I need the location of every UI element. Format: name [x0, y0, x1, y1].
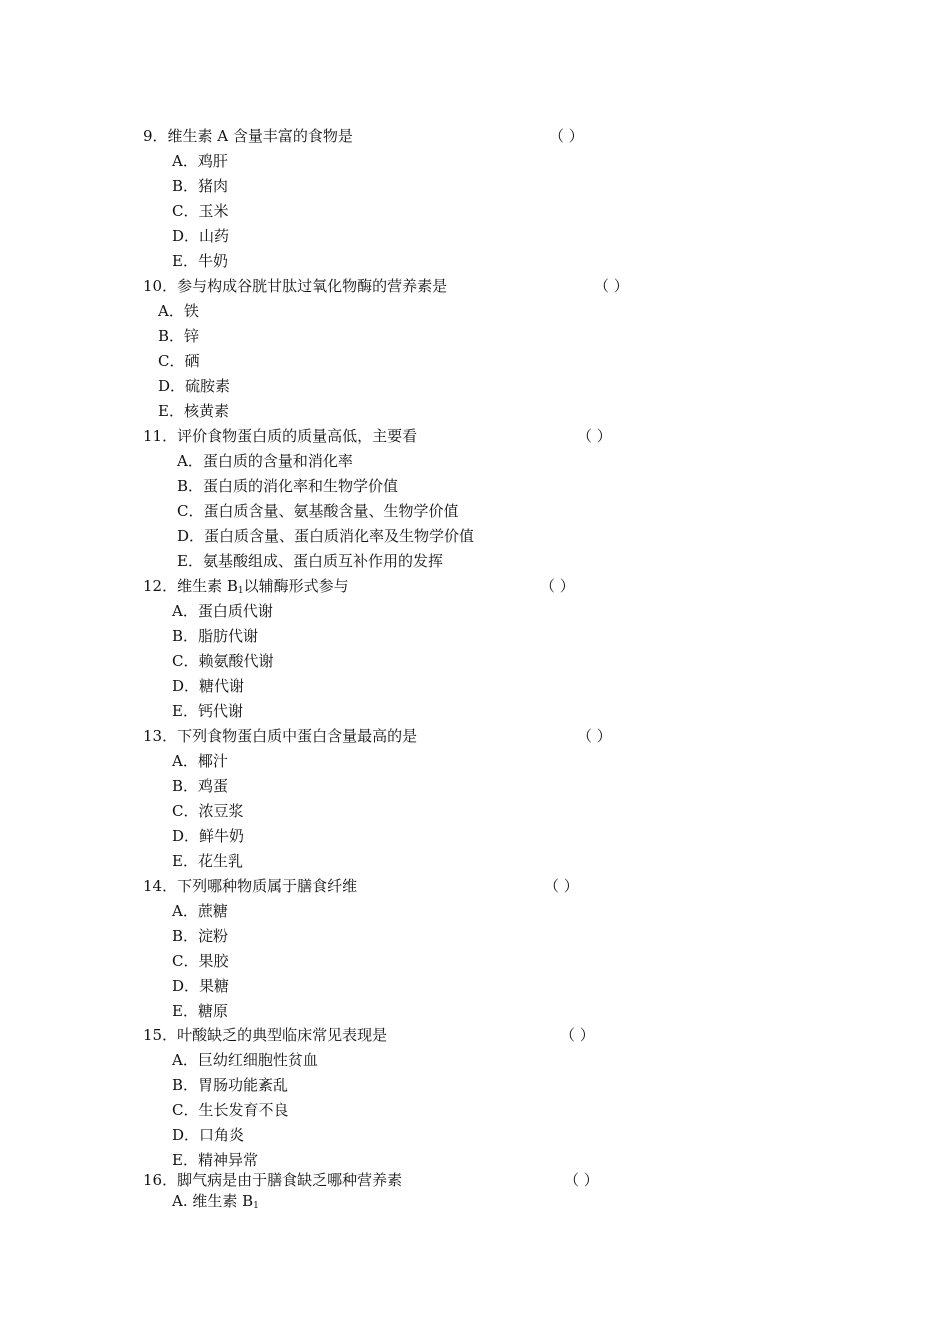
- q9-option-b: B．猪肉: [172, 177, 229, 195]
- q12-option-a: A．蛋白质代谢: [172, 602, 273, 620]
- answer-blank-11[interactable]: （ ）: [577, 427, 612, 445]
- q11-option-c: C．蛋白质含量、氨基酸含量、生物学价值: [177, 502, 459, 520]
- q16-option-a: [172, 1191, 259, 1216]
- q12-option-b: B．脂肪代谢: [172, 627, 259, 645]
- question-11-stem: 11．评价食物蛋白质的质量高低，主要看: [143, 427, 418, 445]
- q11-option-a: A．蛋白质的含量和消化率: [177, 452, 353, 470]
- answer-blank-15[interactable]: （ ）: [560, 1026, 595, 1044]
- q15-option-c: C．生长发育不良: [172, 1101, 289, 1119]
- question-12-stem: [143, 576, 349, 601]
- q13-option-b: B．鸡蛋: [172, 777, 229, 795]
- answer-blank-16[interactable]: （ ）: [564, 1171, 599, 1189]
- q10-option-e: E．核黄素: [158, 402, 229, 420]
- q13-option-e: E．花生乳: [172, 852, 243, 870]
- q11-option-e: E．氨基酸组成、蛋白质互补作用的发挥: [177, 552, 443, 570]
- q12-stem-subscript: 1: [237, 586, 244, 596]
- answer-blank-12[interactable]: （ ）: [540, 577, 575, 595]
- answer-blank-10[interactable]: （ ）: [594, 277, 629, 295]
- q13-option-a: A．椰汁: [172, 752, 228, 770]
- q16-option-a-pre: A. 维生素 B: [172, 1192, 254, 1210]
- question-10-stem: 10．参与构成谷胱甘肽过氧化物酶的营养素是: [143, 277, 448, 295]
- q15-option-d: D．口角炎: [172, 1126, 245, 1144]
- q13-option-d: D．鲜牛奶: [172, 827, 245, 845]
- q9-option-a: A．鸡肝: [172, 152, 228, 170]
- question-9-stem: 9．维生素 A 含量丰富的食物是: [143, 127, 353, 145]
- q9-option-e: E．牛奶: [172, 252, 228, 270]
- q13-option-c: C．浓豆浆: [172, 802, 244, 820]
- answer-blank-9[interactable]: （ ）: [549, 127, 584, 145]
- q15-option-a: A．巨幼红细胞性贫血: [172, 1051, 318, 1069]
- answer-blank-13[interactable]: （ ）: [577, 727, 612, 745]
- q9-option-d: D．山药: [172, 227, 230, 245]
- q12-stem-pre: 12．维生素 B: [143, 577, 238, 595]
- q12-stem-post: 以辅酶形式参与: [243, 577, 349, 595]
- question-14-stem: 14．下列哪种物质属于膳食纤维: [143, 877, 358, 895]
- q10-option-b: B．锌: [158, 327, 200, 345]
- q11-option-b: B．蛋白质的消化率和生物学价值: [177, 477, 399, 495]
- q14-option-b: B．淀粉: [172, 927, 229, 945]
- q14-option-a: A．蔗糖: [172, 902, 228, 920]
- q10-option-c: C．硒: [158, 352, 200, 370]
- q10-option-d: D．硫胺素: [158, 377, 231, 395]
- q12-option-c: C．赖氨酸代谢: [172, 652, 274, 670]
- q9-option-c: C．玉米: [172, 202, 229, 220]
- q15-option-e: E．精神异常: [172, 1151, 258, 1169]
- q14-option-c: C．果胶: [172, 952, 229, 970]
- q14-option-d: D．果糖: [172, 977, 230, 995]
- q12-option-e: E．钙代谢: [172, 702, 243, 720]
- question-13-stem: 13．下列食物蛋白质中蛋白含量最高的是: [143, 727, 418, 745]
- question-15-stem: 15．叶酸缺乏的典型临床常见表现是: [143, 1026, 388, 1044]
- q15-option-b: B．胃肠功能紊乱: [172, 1076, 289, 1094]
- answer-blank-14[interactable]: （ ）: [544, 877, 579, 895]
- q10-option-a: A．铁: [158, 302, 199, 320]
- question-16-stem: 16．脚气病是由于膳食缺乏哪种营养素: [143, 1171, 403, 1189]
- q16-option-a-subscript: 1: [253, 1201, 259, 1211]
- q12-option-d: D．糖代谢: [172, 677, 245, 695]
- q11-option-d: D．蛋白质含量、蛋白质消化率及生物学价值: [177, 527, 475, 545]
- q14-option-e: E．糖原: [172, 1002, 228, 1020]
